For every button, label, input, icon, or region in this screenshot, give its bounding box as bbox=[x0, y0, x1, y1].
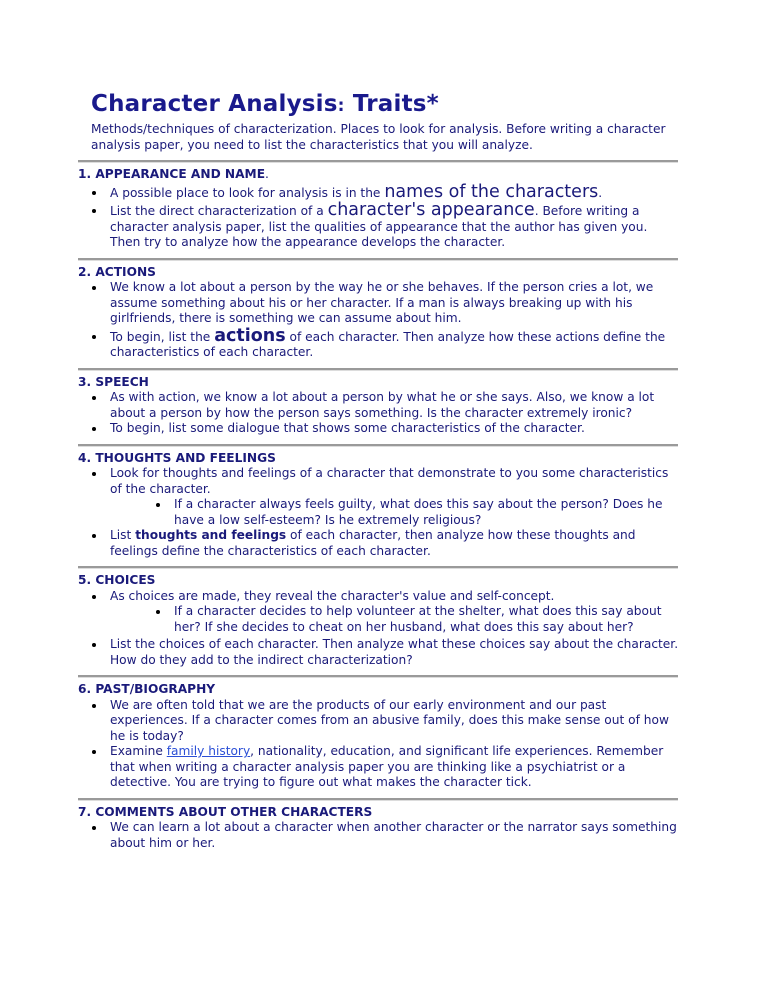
section-heading-past-biography: 6. PAST/BIOGRAPHY bbox=[78, 682, 216, 696]
list-item: List the choices of each character. Then analyze what these choices say about the character. How do they add to the indirect characterization? bbox=[78, 637, 679, 668]
section-list bbox=[91, 280, 679, 361]
list-item: Look for thoughts and feelings of a character that demonstrate to you some characteristics of the character. If a character always feels guilty, what does this say about the person? Does he have a low self-esteem? Is he extremely religious? bbox=[78, 466, 679, 528]
section-list bbox=[91, 698, 679, 791]
family-history-link[interactable]: family history bbox=[166, 744, 251, 758]
list-item: To begin, list the actions of each character. Then analyze how these actions define the characteristics of each character. bbox=[78, 329, 679, 361]
highlighted-phrase: actions bbox=[214, 325, 286, 346]
section-heading-actions: 2. ACTIONS bbox=[78, 264, 156, 279]
page-title: Character Analysis: Traits* bbox=[91, 91, 439, 117]
list-item: To begin, list some dialogue that shows some characteristics of the character. bbox=[78, 421, 679, 437]
section-heading-thoughts-feelings: 4. THOUGHTS AND FEELINGS bbox=[78, 450, 276, 465]
section-heading-comments: 7. COMMENTS ABOUT OTHER CHARACTERS bbox=[78, 804, 373, 819]
sub-list-item: If a character decides to help volunteer at the shelter, what does this say about her? If she decides to cheat on her husband, what does this say about her? bbox=[142, 604, 679, 635]
section-list bbox=[91, 466, 679, 559]
list-item: List the direct characterization of a character's appearance. Before writing a character analysis paper, list the qualities of appearance that the author has given you. Then try to analyze how the appearance develops the character. bbox=[78, 203, 679, 251]
section-list bbox=[91, 390, 679, 437]
list-item: As with action, we know a lot about a person by what he or she says. Also, we know a lot about a person by how the person says something. Is the character extremely ironic? bbox=[78, 390, 679, 421]
sub-list bbox=[110, 497, 679, 528]
list-item: We can learn a lot about a character when another character or the narrator says something about him or her. bbox=[78, 820, 679, 851]
highlighted-phrase: character's appearance bbox=[327, 200, 535, 220]
list-item: Examine family history, nationality, education, and significant life experiences. Remember that when writing a character analysis paper you are thinking like a psychiatrist or a detective. You are trying to figure out what makes the character tick. bbox=[78, 744, 679, 791]
section-heading-appearance: 1. APPEARANCE AND NAME. bbox=[78, 167, 269, 181]
section-list bbox=[91, 589, 679, 669]
section-divider bbox=[78, 798, 678, 801]
intro-paragraph: Methods/techniques of characterization. Places to look for analysis. Before writing a character analysis paper, you need to list the characteristics that you will analyze. bbox=[91, 122, 666, 152]
section-divider bbox=[78, 675, 678, 678]
list-item: List thoughts and feelings of each character, then analyze how these thoughts and feelings define the characteristics of each character. bbox=[78, 528, 679, 559]
section-divider bbox=[78, 258, 678, 261]
list-item: A possible place to look for analysis is in the names of the characters. bbox=[78, 185, 679, 202]
sub-list bbox=[110, 604, 679, 635]
section-divider bbox=[78, 160, 678, 163]
section-list bbox=[91, 181, 679, 251]
sub-list-item: If a character always feels guilty, what does this say about the person? Does he have a low self-esteem? Is he extremely religious? bbox=[142, 497, 679, 528]
document-content bbox=[78, 90, 679, 851]
section-list bbox=[91, 820, 679, 851]
highlighted-phrase: names of the characters bbox=[384, 181, 599, 202]
bold-phrase: thoughts and feelings bbox=[135, 528, 287, 542]
section-divider bbox=[78, 368, 678, 371]
list-item: We know a lot about a person by the way he or she behaves. If the person cries a lot, we assume something about his or her character. If a man is always breaking up with his girlfriends, there is something we can assume about him. bbox=[78, 280, 679, 327]
list-item: We are often told that we are the products of our early environment and our past experiences. If a character comes from an abusive family, does this make sense out of how he is today? bbox=[78, 698, 679, 745]
list-item: As choices are made, they reveal the character's value and self-concept. If a character decides to help volunteer at the shelter, what does this say about her? If she decides to cheat on her husband, what does this say about her? bbox=[78, 589, 679, 636]
section-divider bbox=[78, 444, 678, 447]
section-divider bbox=[78, 566, 678, 569]
section-heading-speech: 3. SPEECH bbox=[78, 374, 149, 389]
section-heading-choices: 5. CHOICES bbox=[78, 573, 156, 587]
